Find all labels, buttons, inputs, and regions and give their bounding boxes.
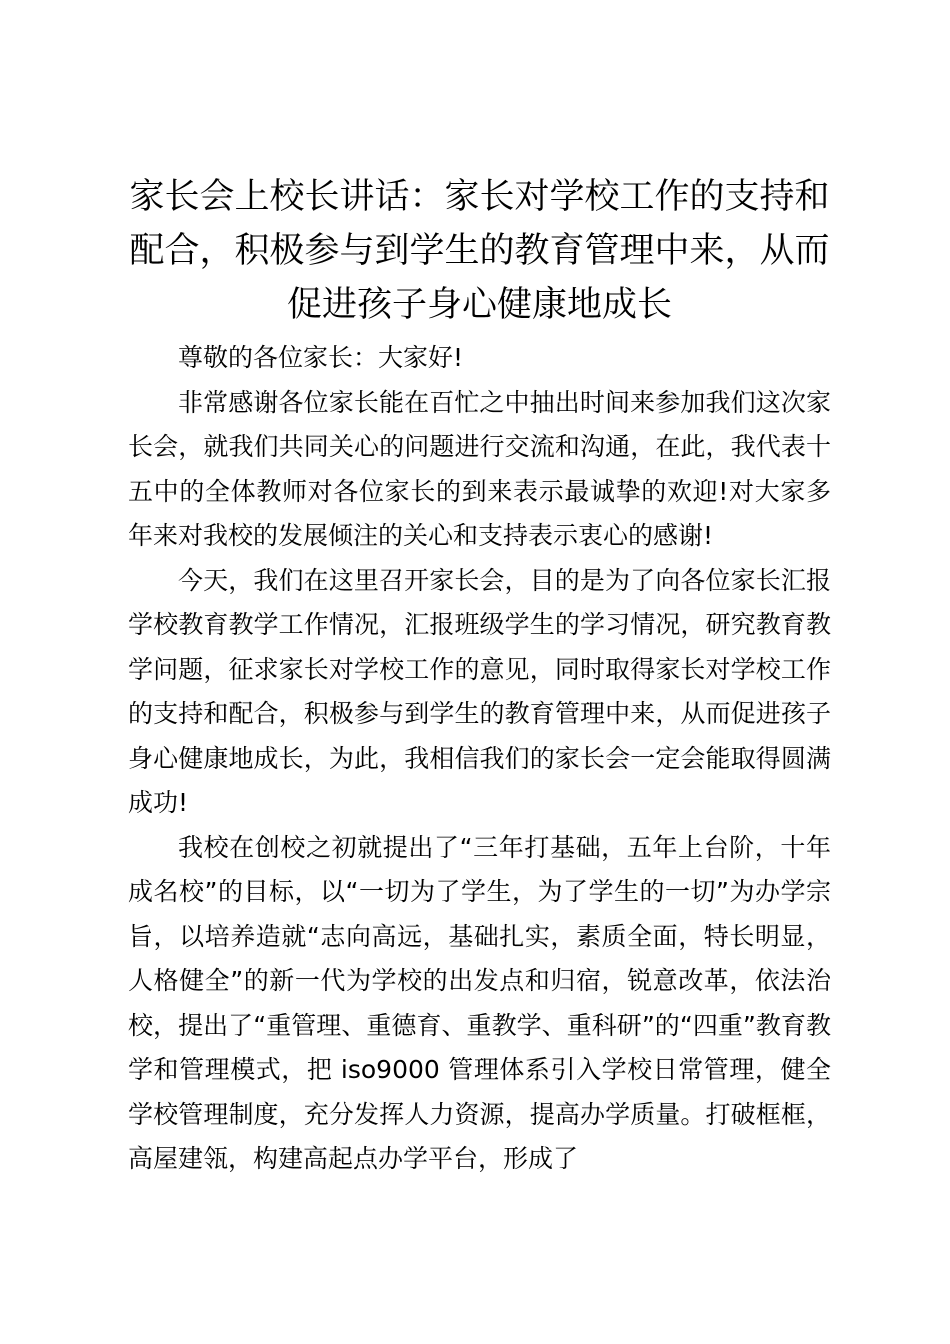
document-page <box>128 170 831 1182</box>
document-title: 家长会上校长讲话：家长对学校工作的支持和配合，积极参与到学生的教育管理中来，从而促进孩子身心健康地成长 <box>129 177 830 325</box>
paragraph-3: 我校在创校之初就提出了“三年打基础，五年上台阶，十年成名校”的目标，以“一切为了学生，为了学生的一切”为办学宗旨，以培养造就“志向高远，基础扎实，素质全面，特长明显，人格健全”的新一代为学校的出发点和归宿，锐意改革，依法治校，提出了“重管理、重德育、重教学、重科研”的“四重”教育教学和管理模式，把 iso9000 管理体系引入学校日常管理，健全学校管理制度，充分发挥人力资源，提高办学质量。打破框框，高屋建瓴，构建高起点办学平台，形成了 <box>128 832 831 1173</box>
paragraph-1: 非常感谢各位家长能在百忙之中抽出时间来参加我们这次家长会，就我们共同关心的问题进行交流和沟通，在此，我代表十五中的全体教师对各位家长的到来表示最诚挚的欢迎!对大家多年来对我校的发展倾注的关心和支持表示衷心的感谢! <box>128 387 831 550</box>
salutation: 尊敬的各位家长：大家好! <box>178 343 464 372</box>
paragraph-2: 今天，我们在这里召开家长会，目的是为了向各位家长汇报学校教育教学工作情况，汇报班级学生的学习情况，研究教育教学问题，征求家长对学校工作的意见，同时取得家长对学校工作的支持和配合，积极参与到学生的教育管理中来，从而促进孩子身心健康地成长，为此，我相信我们的家长会一定会能取得圆满成功! <box>128 565 831 817</box>
